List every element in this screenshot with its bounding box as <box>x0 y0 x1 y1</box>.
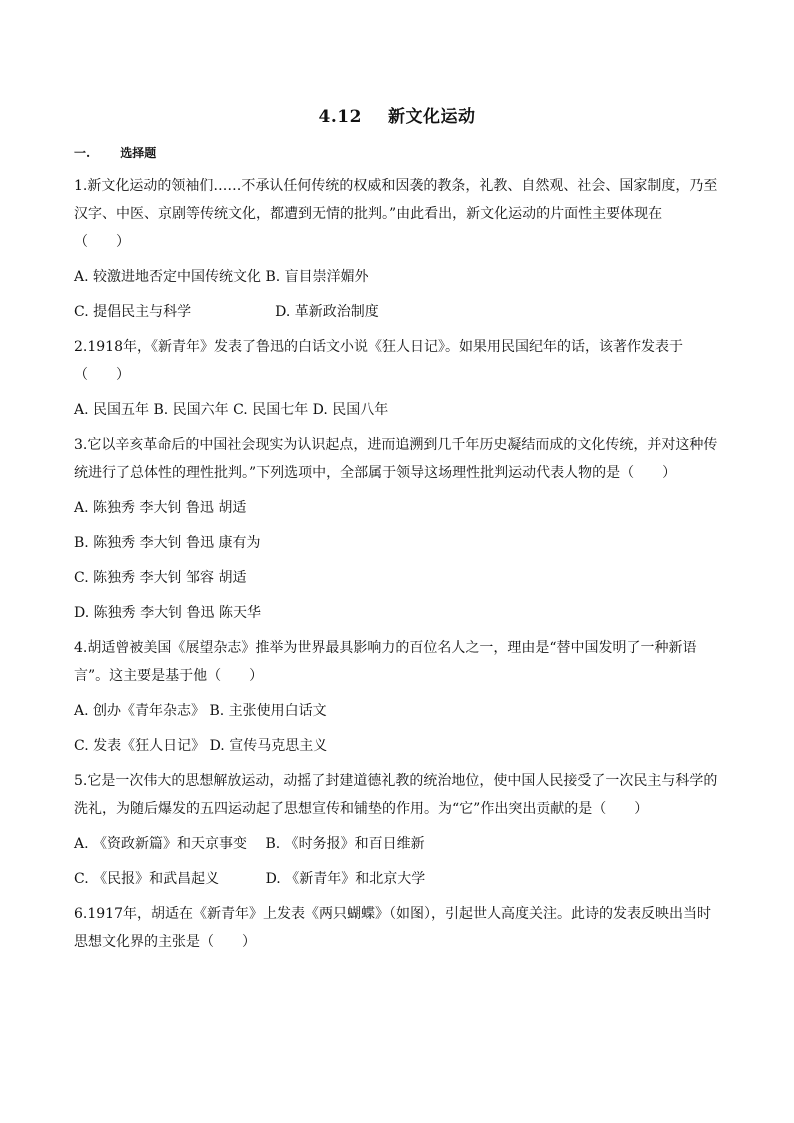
question-stem-line: （ ） <box>74 234 130 250</box>
question-stem-line: 1.新文化运动的领袖们……不承认任何传统的权威和因袭的教条，礼教、自然观、社会、国家制度，乃至 <box>74 178 718 194</box>
option-line: A. 较激进地否定中国传统文化 B. 盲目崇洋媚外 <box>74 269 369 285</box>
question-list <box>74 172 722 956</box>
option-line: C. 发表《狂人日记》 D. 宣传马克思主义 <box>74 738 328 754</box>
question-1 <box>74 172 722 326</box>
section-label: 选择题 <box>120 146 157 160</box>
question-stem-line: 5.它是一次伟大的思想解放运动，动摇了封建道德礼教的统治地位，使中国人民接受了一次民主与科学的 <box>74 773 718 789</box>
option-line: A. 民国五年 B. 民国六年 C. 民国七年 D. 民国八年 <box>74 402 389 418</box>
section-heading <box>74 144 156 161</box>
question-stem-line: 6.1917年，胡适在《新青年》上发表《两只蝴蝶》（如图），引起世人高度关注。此诗的发表反映出当时 <box>74 906 711 922</box>
question-stem-line: 统进行了总体性的理性批判。”下列选项中，全部属于领导这场理性批判运动代表人物的是（ ） <box>74 465 677 481</box>
question-stem-line: 言”。这主要是基于他（ ） <box>74 668 264 684</box>
option-line: C. 提倡民主与科学 D. 革新政治制度 <box>74 304 379 320</box>
title-number: 4.12 <box>318 107 362 127</box>
title-text: 新文化运动 <box>387 107 476 127</box>
question-5 <box>74 767 722 893</box>
option-line: C. 陈独秀 李大钊 邹容 胡适 <box>74 570 247 586</box>
question-stem-line: 4.胡适曾被美国《展望杂志》推举为世界最具影响力的百位名人之一，理由是“替中国发明了一种新语 <box>74 640 697 656</box>
section-index: 一. <box>74 146 91 160</box>
option-line: D. 陈独秀 李大钊 鲁迅 陈天华 <box>74 605 261 621</box>
question-stem-line: 汉字、中医、京剧等传统文化，都遭到无情的批判。”由此看出，新文化运动的片面性主要体现在 <box>74 206 663 222</box>
question-3 <box>74 431 722 627</box>
question-stem-line: 2.1918年，《新青年》发表了鲁迅的白话文小说《狂人日记》。如果用民国纪年的话，该著作发表于（ ） <box>74 339 683 383</box>
option-line: A. 《资政新篇》和天京事变 B. 《时务报》和百日维新 <box>74 836 425 852</box>
option-line: A. 创办《青年杂志》 B. 主张使用白话文 <box>74 703 327 719</box>
question-stem-line: 洗礼，为随后爆发的五四运动起了思想宣传和铺垫的作用。为“它”作出突出贡献的是（ ） <box>74 801 649 817</box>
option-line: C. 《民报》和武昌起义 D. 《新青年》和北京大学 <box>74 871 426 887</box>
question-stem-line: 3.它以辛亥革命后的中国社会现实为认识起点，进而追溯到几千年历史凝结而成的文化传统，并对这种传 <box>74 437 718 453</box>
question-4 <box>74 634 722 760</box>
question-stem-line: 思想文化界的主张是（ ） <box>74 934 256 950</box>
option-line: B. 陈独秀 李大钊 鲁迅 康有为 <box>74 535 261 551</box>
question-6 <box>74 900 722 956</box>
page-title <box>0 102 794 127</box>
option-line: A. 陈独秀 李大钊 鲁迅 胡适 <box>74 500 247 516</box>
question-2 <box>74 333 722 424</box>
